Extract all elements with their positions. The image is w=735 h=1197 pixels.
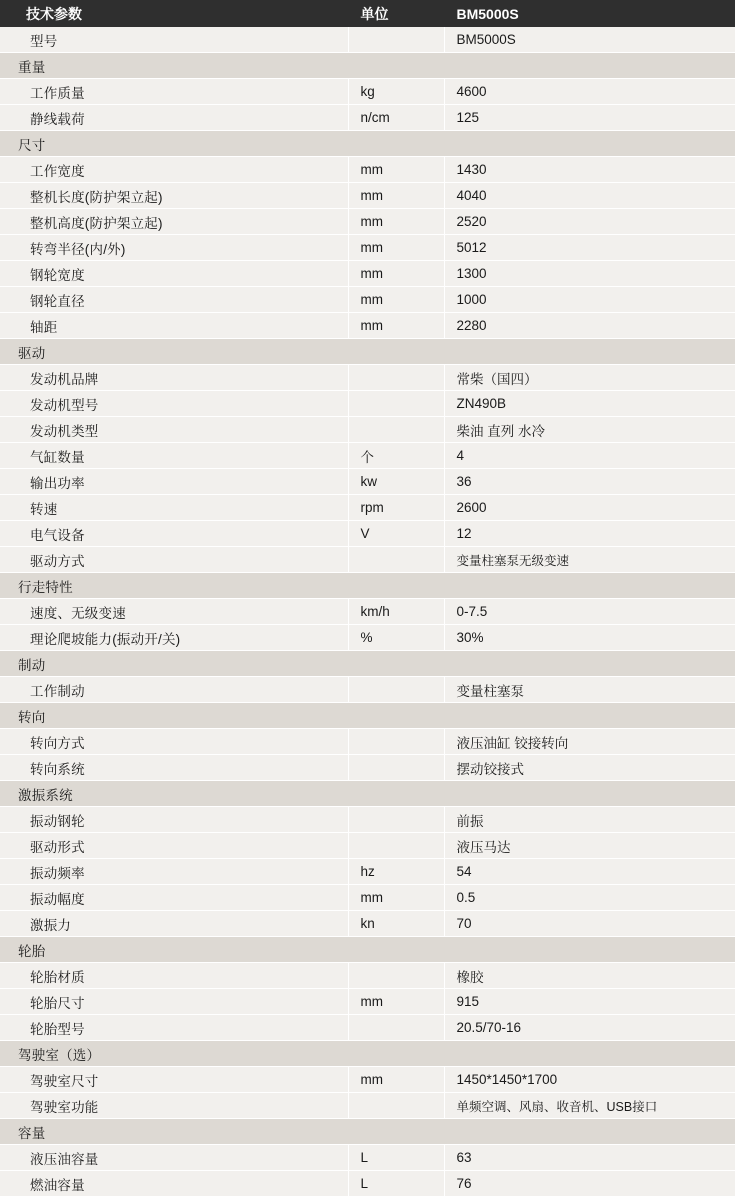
row-parameter: 静线载荷 [0,105,348,131]
row-unit [348,807,444,833]
table-row [0,365,735,391]
header-unit: 单位 [348,0,444,27]
row-value: 4600 [444,79,735,105]
row-unit: mm [348,885,444,911]
row-parameter: 整机长度(防护架立起) [0,183,348,209]
row-unit [348,1093,444,1119]
row-parameter: 速度、无级变速 [0,599,348,625]
row-parameter: 发动机类型 [0,417,348,443]
row-parameter: 燃油容量 [0,1171,348,1197]
section-unit [348,339,444,365]
row-value: 30% [444,625,735,651]
row-unit: mm [348,183,444,209]
row-value: 5012 [444,235,735,261]
row-value: 液压马达 [444,833,735,859]
section-value [444,937,735,963]
row-value: 1450*1450*1700 [444,1067,735,1093]
table-row [0,755,735,781]
table-row [0,807,735,833]
row-unit: mm [348,209,444,235]
row-parameter: 轮胎尺寸 [0,989,348,1015]
table-row [0,625,735,651]
row-parameter: 转弯半径(内/外) [0,235,348,261]
table-row [0,547,735,573]
section-unit [348,781,444,807]
row-unit: kw [348,469,444,495]
row-unit: 个 [348,443,444,469]
table-row [0,79,735,105]
table-row [0,989,735,1015]
section-label: 驱动 [0,339,348,365]
section-value [444,703,735,729]
row-value: 常柴（国四） [444,365,735,391]
header-value: BM5000S [444,0,735,27]
row-parameter: 转向系统 [0,755,348,781]
table-row [0,313,735,339]
row-unit: L [348,1171,444,1197]
table-section-row [0,339,735,365]
row-value: 63 [444,1145,735,1171]
section-unit [348,53,444,79]
section-value [444,651,735,677]
table-row [0,599,735,625]
row-parameter: 转向方式 [0,729,348,755]
header-parameter: 技术参数 [0,0,348,27]
row-unit: kn [348,911,444,937]
table-section-row [0,131,735,157]
row-unit: mm [348,235,444,261]
table-row [0,235,735,261]
table-section-row [0,53,735,79]
row-value: 54 [444,859,735,885]
row-value: 1000 [444,287,735,313]
section-unit [348,1041,444,1067]
table-row [0,1093,735,1119]
row-unit [348,1015,444,1041]
table-section-row [0,1119,735,1145]
row-unit: V [348,521,444,547]
row-unit [348,391,444,417]
table-section-row [0,651,735,677]
table-row [0,287,735,313]
row-unit [348,833,444,859]
row-value: BM5000S [444,27,735,53]
row-unit: kg [348,79,444,105]
row-parameter: 轮胎材质 [0,963,348,989]
table-section-row [0,573,735,599]
row-parameter: 型号 [0,27,348,53]
row-value: 125 [444,105,735,131]
row-unit: % [348,625,444,651]
table-row [0,911,735,937]
table-row [0,209,735,235]
section-label: 行走特性 [0,573,348,599]
section-label: 转向 [0,703,348,729]
row-parameter: 激振力 [0,911,348,937]
table-header-row [0,0,735,27]
table-row [0,443,735,469]
row-value: 摆动铰接式 [444,755,735,781]
section-unit [348,1119,444,1145]
table-row [0,963,735,989]
row-value: 液压油缸 铰接转向 [444,729,735,755]
section-value [444,53,735,79]
table-row [0,1067,735,1093]
row-unit: rpm [348,495,444,521]
section-value [444,1119,735,1145]
table-body [0,27,735,1197]
section-unit [348,651,444,677]
row-parameter: 驾驶室功能 [0,1093,348,1119]
table-row [0,1171,735,1197]
row-value: 变量柱塞泵 [444,677,735,703]
row-value: 915 [444,989,735,1015]
row-parameter: 电气设备 [0,521,348,547]
row-unit: mm [348,157,444,183]
row-value: 2280 [444,313,735,339]
row-parameter: 转速 [0,495,348,521]
row-parameter: 振动钢轮 [0,807,348,833]
section-label: 轮胎 [0,937,348,963]
table-section-row [0,1041,735,1067]
row-value: 0-7.5 [444,599,735,625]
row-value: 76 [444,1171,735,1197]
row-value: 单频空调、风扇、收音机、USB接口 [444,1093,735,1119]
table-row [0,391,735,417]
row-parameter: 钢轮宽度 [0,261,348,287]
row-parameter: 轴距 [0,313,348,339]
section-label: 尺寸 [0,131,348,157]
row-parameter: 工作质量 [0,79,348,105]
table-row [0,261,735,287]
section-value [444,573,735,599]
row-value: 12 [444,521,735,547]
row-unit: mm [348,287,444,313]
section-label: 容量 [0,1119,348,1145]
section-unit [348,573,444,599]
row-unit [348,729,444,755]
section-value [444,781,735,807]
table-row [0,729,735,755]
row-parameter: 整机高度(防护架立起) [0,209,348,235]
section-value [444,131,735,157]
row-unit: n/cm [348,105,444,131]
section-label: 激振系统 [0,781,348,807]
row-unit: km/h [348,599,444,625]
row-unit: mm [348,989,444,1015]
row-unit [348,755,444,781]
table-row [0,183,735,209]
table-row [0,859,735,885]
table-row [0,27,735,53]
table-section-row [0,937,735,963]
row-value: 4 [444,443,735,469]
row-unit [348,677,444,703]
table-row [0,157,735,183]
table-row [0,1015,735,1041]
section-unit [348,131,444,157]
section-value [444,339,735,365]
table-row [0,105,735,131]
table-row [0,1145,735,1171]
row-value: 柴油 直列 水冷 [444,417,735,443]
row-parameter: 振动频率 [0,859,348,885]
section-label: 重量 [0,53,348,79]
row-unit: mm [348,261,444,287]
row-parameter: 气缸数量 [0,443,348,469]
row-parameter: 理论爬坡能力(振动开/关) [0,625,348,651]
row-value: 70 [444,911,735,937]
row-parameter: 发动机品牌 [0,365,348,391]
row-parameter: 工作制动 [0,677,348,703]
row-parameter: 液压油容量 [0,1145,348,1171]
row-unit [348,27,444,53]
row-value: 变量柱塞泵无级变速 [444,547,735,573]
row-value: ZN490B [444,391,735,417]
row-parameter: 发动机型号 [0,391,348,417]
table-row [0,885,735,911]
row-value: 橡胶 [444,963,735,989]
table-section-row [0,781,735,807]
row-unit [348,417,444,443]
row-value: 20.5/70-16 [444,1015,735,1041]
row-value: 0.5 [444,885,735,911]
row-unit [348,547,444,573]
table-row [0,677,735,703]
row-parameter: 工作宽度 [0,157,348,183]
row-unit: mm [348,1067,444,1093]
row-parameter: 轮胎型号 [0,1015,348,1041]
section-label: 制动 [0,651,348,677]
table-row [0,833,735,859]
table-section-row [0,703,735,729]
section-value [444,1041,735,1067]
row-unit: mm [348,313,444,339]
row-value: 36 [444,469,735,495]
section-unit [348,703,444,729]
row-unit: L [348,1145,444,1171]
table-row [0,469,735,495]
table-row [0,521,735,547]
row-parameter: 驾驶室尺寸 [0,1067,348,1093]
section-label: 驾驶室（选） [0,1041,348,1067]
row-unit: hz [348,859,444,885]
row-value: 2600 [444,495,735,521]
row-unit [348,365,444,391]
row-value: 前振 [444,807,735,833]
row-value: 2520 [444,209,735,235]
row-parameter: 振动幅度 [0,885,348,911]
row-parameter: 驱动方式 [0,547,348,573]
row-parameter: 钢轮直径 [0,287,348,313]
row-parameter: 输出功率 [0,469,348,495]
row-value: 4040 [444,183,735,209]
row-unit [348,963,444,989]
section-unit [348,937,444,963]
table-row [0,417,735,443]
row-parameter: 驱动形式 [0,833,348,859]
row-value: 1430 [444,157,735,183]
table-row [0,495,735,521]
row-value: 1300 [444,261,735,287]
